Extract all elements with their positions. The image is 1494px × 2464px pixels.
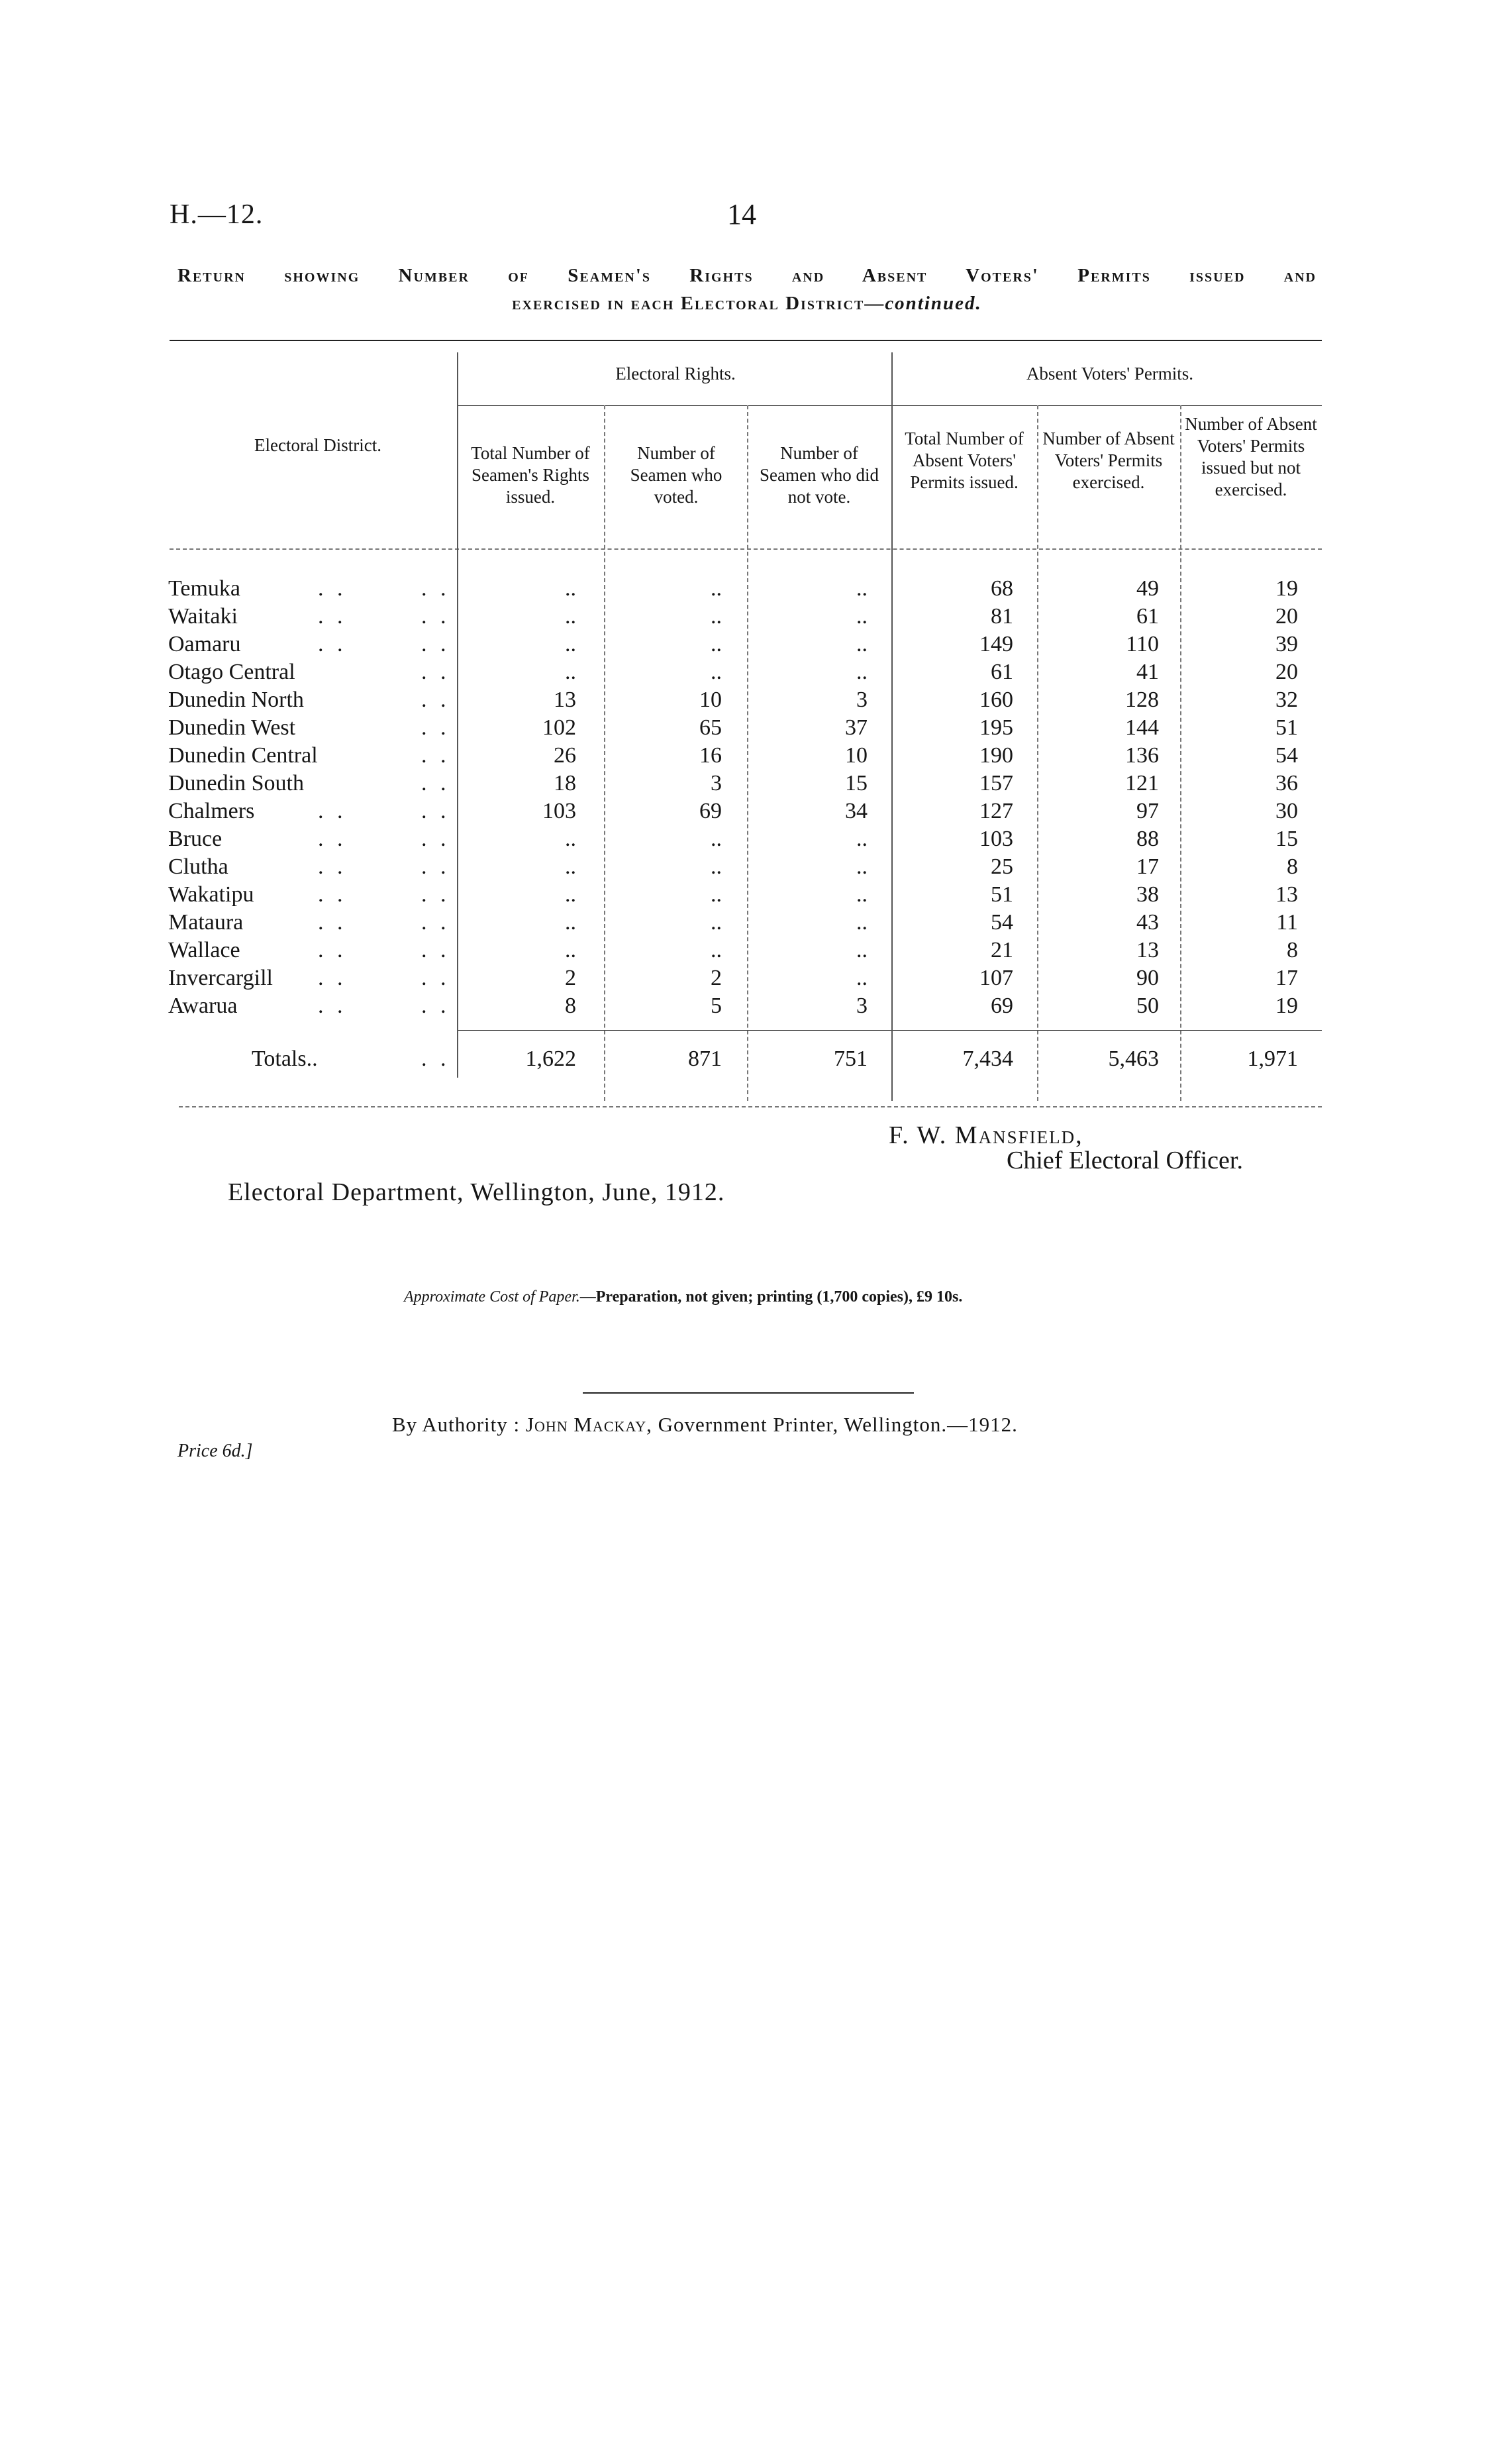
table-row [0,994,1494,1021]
district-name: Dunedin West [168,715,296,740]
cell-seamen-voted: 2 [711,966,722,990]
leader-dots: . . [318,966,347,990]
table-bottom-rule [179,1106,1322,1107]
district-name: Clutha [168,854,228,879]
header-bottom-rule [170,548,1322,550]
cell-seamen-rights-issued: 102 [542,715,576,740]
cell-seamen-not-voted: 3 [856,994,868,1018]
leader-dots: . . [318,827,347,851]
cell-seamen-rights-issued: 26 [554,743,576,768]
signatory-surname: Mansfield, [954,1121,1083,1149]
cell-permits-exercised: 49 [1136,576,1159,601]
cell-seamen-not-voted: .. [856,882,868,907]
leader-dots: . . [421,994,450,1018]
cell-seamen-voted: 3 [711,771,722,796]
cell-seamen-rights-issued: .. [565,576,576,601]
table-row [0,660,1494,688]
cell-seamen-not-voted: 3 [856,688,868,712]
price: Price 6d.] [177,1441,253,1461]
cell-seamen-rights-issued: .. [565,854,576,879]
district-name: Wakatipu [168,882,254,907]
table-row [0,882,1494,910]
cell-seamen-voted: .. [711,854,722,879]
cell-permits-not-exercised: 51 [1275,715,1298,740]
total-permits-issued: 7,434 [962,1047,1013,1071]
leader-dots: . . [421,938,450,962]
table-row [0,632,1494,660]
totals-row [0,1047,1494,1074]
cell-permits-not-exercised: 19 [1275,994,1298,1018]
cell-seamen-not-voted: .. [856,827,868,851]
cell-seamen-rights-issued: .. [565,827,576,851]
table-title-line2 [177,293,1317,315]
cell-seamen-voted: 69 [699,799,722,823]
cell-permits-not-exercised: 36 [1275,771,1298,796]
cell-seamen-not-voted: .. [856,966,868,990]
cell-seamen-voted: .. [711,660,722,684]
printing-authority [392,1413,1018,1437]
district-name: Dunedin North [168,688,304,712]
cell-seamen-not-voted: .. [856,854,868,879]
totals-label: Totals.. [252,1047,318,1071]
district-name: Oamaru [168,632,241,656]
cell-permits-exercised: 41 [1136,660,1159,684]
cell-seamen-voted: 16 [699,743,722,768]
cell-seamen-voted: 5 [711,994,722,1018]
district-name: Invercargill [168,966,273,990]
leader-dots: . . [318,632,347,656]
district-name: Waitaki [168,604,238,629]
cell-seamen-voted: .. [711,632,722,656]
cell-seamen-rights-issued: .. [565,660,576,684]
leader-dots: . . [318,882,347,907]
leader-dots: . . [318,938,347,962]
cell-permits-not-exercised: 39 [1275,632,1298,656]
cell-seamen-not-voted: 37 [845,715,868,740]
cell-permits-exercised: 136 [1125,743,1159,768]
cost-label: Approximate Cost of Paper. [404,1288,580,1306]
district-name: Otago Central [168,660,295,684]
cell-permits-issued: 160 [979,688,1013,712]
cell-seamen-voted: .. [711,576,722,601]
cell-permits-issued: 81 [991,604,1013,629]
leader-dots: . . [421,771,450,796]
table-row [0,604,1494,632]
district-name: Mataura [168,910,244,935]
cell-seamen-rights-issued: .. [565,604,576,629]
table-title-line1: Return showing Number of Seamen's Rights and Absent Voters' Permits issued and [177,265,1317,286]
leader-dots: . . [421,743,450,768]
district-name: Temuka [168,576,241,601]
cell-permits-exercised: 38 [1136,882,1159,907]
col-header-seamen-rights-issued: Total Number of Seamen's Rights issued. [471,443,590,507]
cell-seamen-rights-issued: 13 [554,688,576,712]
cell-permits-issued: 25 [991,854,1013,879]
cell-permits-not-exercised: 17 [1275,966,1298,990]
district-name: Awarua [168,994,238,1018]
authority-printer: John Mackay, [525,1413,652,1436]
cell-seamen-rights-issued: .. [565,632,576,656]
cell-permits-issued: 195 [979,715,1013,740]
cell-permits-issued: 54 [991,910,1013,935]
authority-rule [583,1392,914,1394]
leader-dots: . . [421,576,450,601]
cell-permits-exercised: 144 [1125,715,1159,740]
cell-permits-not-exercised: 20 [1275,604,1298,629]
cell-seamen-not-voted: .. [856,576,868,601]
leader-dots: . . [421,799,450,823]
cell-permits-issued: 21 [991,938,1013,962]
totals-leader-dots: . . [421,1047,450,1071]
table-top-rule [170,340,1322,341]
leader-dots: . . [421,715,450,740]
district-name: Dunedin Central [168,743,318,768]
cell-permits-not-exercised: 13 [1275,882,1298,907]
cell-permits-issued: 69 [991,994,1013,1018]
cell-seamen-rights-issued: .. [565,938,576,962]
cell-seamen-rights-issued: 2 [565,966,576,990]
table-row [0,827,1494,854]
leader-dots: . . [421,632,450,656]
cell-seamen-rights-issued: 103 [542,799,576,823]
total-seamen-not-voted: 751 [834,1047,868,1071]
leader-dots: . . [318,604,347,629]
cell-permits-issued: 149 [979,632,1013,656]
col-header-seamen-not-voted: Number of Seamen who did not vote. [760,443,879,507]
table-title-continued: continued. [885,293,982,314]
cell-seamen-voted: 10 [699,688,722,712]
district-name: Wallace [168,938,240,962]
document-reference: H.—12. [170,199,264,230]
leader-dots: . . [318,799,347,823]
page-number: 14 [727,198,756,231]
cell-seamen-not-voted: 10 [845,743,868,768]
cell-seamen-not-voted: .. [856,632,868,656]
totals-top-rule [457,1030,1322,1031]
cell-permits-issued: 127 [979,799,1013,823]
table-row [0,799,1494,827]
cell-seamen-not-voted: .. [856,604,868,629]
cost-of-paper [404,1288,962,1306]
table-row [0,715,1494,743]
cell-permits-not-exercised: 54 [1275,743,1298,768]
leader-dots: . . [421,660,450,684]
leader-dots: . . [421,827,450,851]
cell-seamen-voted: .. [711,604,722,629]
col-header-seamen-voted: Number of Seamen who voted. [630,443,722,507]
cell-permits-not-exercised: 19 [1275,576,1298,601]
cell-seamen-not-voted: 34 [845,799,868,823]
total-permits-not-exercised: 1,971 [1247,1047,1298,1071]
cell-permits-not-exercised: 8 [1287,938,1298,962]
cell-permits-exercised: 88 [1136,827,1159,851]
cell-permits-exercised: 50 [1136,994,1159,1018]
leader-dots: . . [318,576,347,601]
table-row [0,576,1494,604]
authority-suffix: Government Printer, Wellington.—1912. [658,1413,1018,1436]
cell-permits-not-exercised: 11 [1276,910,1298,935]
cell-permits-issued: 51 [991,882,1013,907]
signatory-title: Chief Electoral Officer. [1007,1147,1243,1174]
leader-dots: . . [318,910,347,935]
cell-seamen-rights-issued: .. [565,910,576,935]
col-header-permits-exercised: Number of Absent Voters' Permits exercised. [1042,429,1175,492]
table-row [0,743,1494,771]
cell-permits-exercised: 110 [1126,632,1159,656]
table-title-line2-text: exercised in each Electoral District— [512,293,885,314]
cell-permits-exercised: 97 [1136,799,1159,823]
table-row [0,938,1494,966]
leader-dots: . . [421,604,450,629]
cell-seamen-rights-issued: .. [565,882,576,907]
cell-permits-issued: 61 [991,660,1013,684]
leader-dots: . . [421,688,450,712]
leader-dots: . . [318,994,347,1018]
cell-seamen-rights-issued: 8 [565,994,576,1018]
cell-seamen-voted: .. [711,938,722,962]
col-header-permits-not-exercised: Number of Absent Voters' Permits issued but not exercised. [1185,414,1317,499]
cell-permits-exercised: 61 [1136,604,1159,629]
table-row [0,688,1494,715]
leader-dots: . . [421,854,450,879]
cell-permits-not-exercised: 32 [1275,688,1298,712]
cell-permits-not-exercised: 30 [1275,799,1298,823]
cell-permits-exercised: 90 [1136,966,1159,990]
leader-dots: . . [318,854,347,879]
leader-dots: . . [421,910,450,935]
cell-seamen-voted: 65 [699,715,722,740]
cell-permits-exercised: 17 [1136,854,1159,879]
cell-seamen-not-voted: .. [856,660,868,684]
cell-seamen-voted: .. [711,827,722,851]
leader-dots: . . [421,966,450,990]
district-name: Chalmers [168,799,255,823]
cell-permits-exercised: 13 [1136,938,1159,962]
cell-seamen-not-voted: .. [856,938,868,962]
table-row [0,966,1494,994]
cell-permits-not-exercised: 20 [1275,660,1298,684]
cell-seamen-voted: .. [711,910,722,935]
table-row [0,771,1494,799]
cell-permits-exercised: 128 [1125,688,1159,712]
cell-permits-not-exercised: 15 [1275,827,1298,851]
electoral-rights-group-header: Electoral Rights. [615,364,736,384]
cell-permits-exercised: 121 [1125,771,1159,796]
district-name: Bruce [168,827,223,851]
cell-seamen-voted: .. [711,882,722,907]
table-row [0,910,1494,938]
header-group-rule [457,405,1322,406]
total-seamen-rights-issued: 1,622 [525,1047,576,1071]
cell-permits-issued: 157 [979,771,1013,796]
district-name: Dunedin South [168,771,304,796]
cell-seamen-not-voted: 15 [845,771,868,796]
cell-permits-exercised: 43 [1136,910,1159,935]
cell-permits-issued: 190 [979,743,1013,768]
table-row [0,854,1494,882]
cell-seamen-not-voted: .. [856,910,868,935]
total-permits-exercised: 5,463 [1108,1047,1159,1071]
district-column-header: Electoral District. [254,435,381,455]
authority-prefix: By Authority : [392,1413,521,1436]
cell-permits-issued: 68 [991,576,1013,601]
cell-seamen-rights-issued: 18 [554,771,576,796]
absent-voters-group-header: Absent Voters' Permits. [1026,364,1194,384]
signatory-initials: F. W. [889,1121,948,1149]
leader-dots: . . [421,882,450,907]
cell-permits-issued: 107 [979,966,1013,990]
col-header-permits-issued: Total Number of Absent Voters' Permits issued. [905,429,1024,492]
cell-permits-not-exercised: 8 [1287,854,1298,879]
department-line: Electoral Department, Wellington, June, 1912. [228,1178,725,1206]
total-seamen-voted: 871 [688,1047,722,1071]
cost-text: —Preparation, not given; printing (1,700 copies), £9 10s. [579,1288,963,1306]
cell-permits-issued: 103 [979,827,1013,851]
